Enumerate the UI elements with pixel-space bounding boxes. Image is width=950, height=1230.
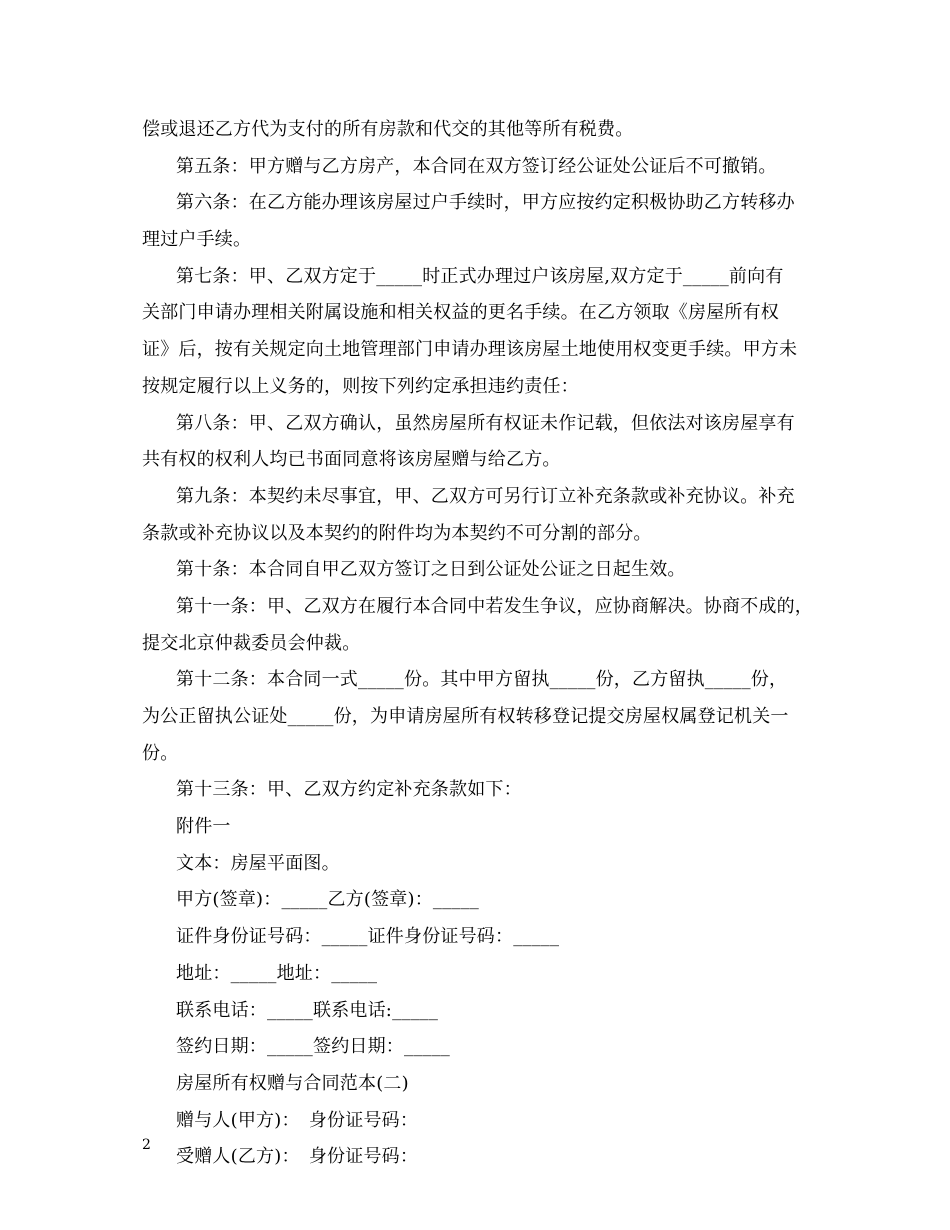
clause-8-continued: 共有权的权利人均已书面同意将该房屋赠与给乙方。 (142, 449, 561, 471)
clause-13: 第十三条：甲、乙双方约定补充条款如下： (176, 779, 522, 801)
clause-7-continued-1: 关部门申请办理相关附属设施和相关权益的更名手续。在乙方领取《房屋所有权 (142, 302, 779, 324)
text-line-1: 偿或退还乙方代为支付的所有房款和代交的其他等所有税费。 (142, 119, 634, 140)
clause-7-continued-2: 证》后，按有关规定向土地管理部门申请办理该房屋土地使用权变更手续。甲方未 (142, 339, 798, 361)
clause-10: 第十条：本合同自甲乙双方签订之日到公证处公证之日起生效。 (176, 559, 686, 581)
clause-11-continued: 提交北京仲裁委员会仲裁。 (142, 632, 361, 654)
signature-line: 甲方(签章)：_____乙方(签章)：_____ (176, 889, 479, 911)
clause-5: 第五条：甲方赠与乙方房产，本合同在双方签订经公证处公证后不可撤销。 (176, 155, 777, 177)
id-number-line: 证件身份证号码：_____证件身份证号码：_____ (176, 926, 560, 948)
section-title: 房屋所有权赠与合同范本(二) (176, 1072, 409, 1094)
donor-line: 赠与人(甲方)： 身份证号码： (176, 1109, 419, 1131)
clause-8: 第八条：甲、乙双方确认，虽然房屋所有权证未作记载，但依法对该房屋享有 (176, 412, 795, 434)
attachment-heading: 附件一 (176, 816, 231, 838)
recipient-line: 受赠人(乙方)： 身份证号码： (176, 1146, 419, 1168)
clause-12-continued-2: 份。 (142, 742, 179, 764)
signing-date-line: 签约日期：_____签约日期：_____ (176, 1036, 450, 1058)
clause-7-continued-3: 按规定履行以上义务的，则按下列约定承担违约责任： (142, 375, 579, 397)
clause-12: 第十二条：本合同一式_____份。其中甲方留执_____份，乙方留执_____份， (176, 669, 788, 691)
phone-line: 联系电话：_____联系电话:_____ (176, 999, 439, 1021)
clause-6-continued: 理过户手续。 (142, 229, 252, 251)
address-line: 地址：_____地址：_____ (176, 962, 378, 984)
clause-9-continued: 条款或补充协议以及本契约的附件均为本契约不可分割的部分。 (142, 522, 652, 544)
document-body (142, 118, 812, 1182)
clause-9: 第九条：本契约未尽事宜，甲、乙双方可另行订立补充条款或补充协议。补充 (176, 485, 795, 507)
clause-6: 第六条：在乙方能办理该房屋过户手续时，甲方应按约定积极协助乙方转移办 (176, 192, 795, 214)
page-number: 2 (142, 1137, 151, 1153)
clause-7: 第七条：甲、乙双方定于_____时正式办理过户该房屋,双方定于_____前向有 (176, 265, 784, 287)
clause-11: 第十一条：甲、乙双方在履行本合同中若发生争议，应协商解决。协商不成的， (176, 595, 813, 617)
clause-12-continued-1: 为公正留执公证处_____份，为申请房屋所有权转移登记提交房屋权属登记机关一 (142, 706, 789, 727)
attachment-text: 文本：房屋平面图。 (176, 852, 340, 874)
